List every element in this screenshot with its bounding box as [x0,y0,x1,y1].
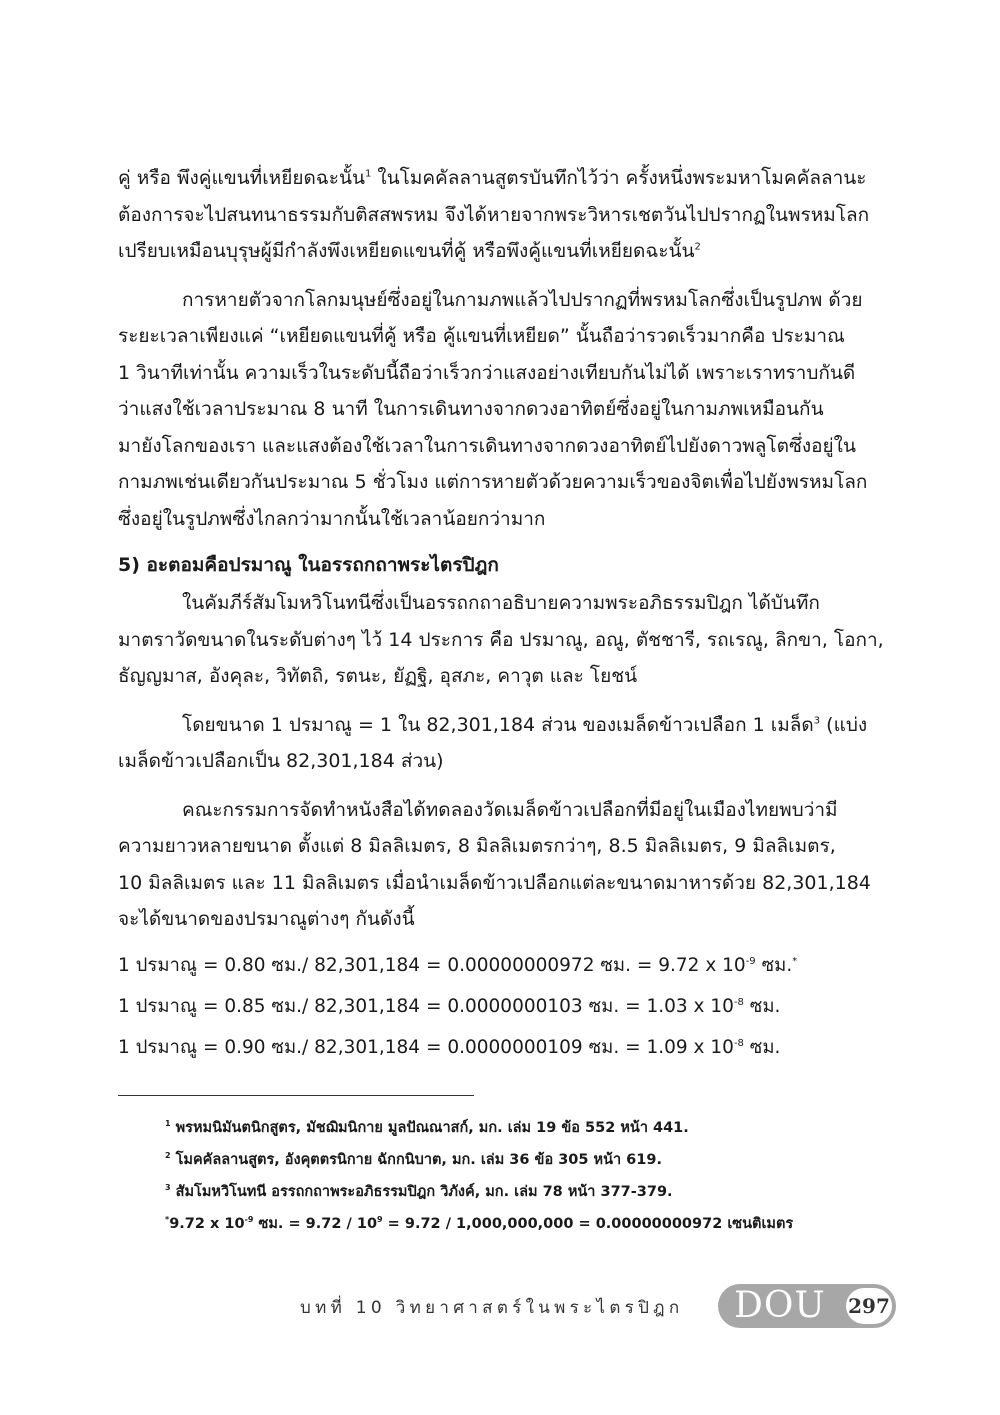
paragraph-line: คู่ หรือ พึงคู่แขนที่เหยียดฉะนั้น$^1$ ในโมคคัลลานสูตรบันทึกไว้ว่า ครั้งหนึ่งพระมหาโมคคัลลานะ [118,167,867,189]
dou-badge [718,1284,896,1328]
paragraph-line: ธัญญมาส, อังคุละ, วิทัตถิ, รตนะ, ยัฏฐิ, อุสภะ, คาวุต และ โยชน์ [118,665,638,687]
paragraph-line: กามภพเช่นเดียวกันประมาณ 5 ชั่วโมง แต่การหายตัวด้วยความเร็วของจิตเพื่อไปยังพรหมโลก [118,471,868,493]
footnote-item: $^3$ สัมโมหวิโนทนี อรรถกถาพระอภิธรรมปิฎก วิภังค์, มก. เล่ม 78 หน้า 377-379. [165,1183,673,1200]
footnote-ref[interactable]: 1 [364,168,372,180]
chapter-title: บทที่ 10 วิทยาศาสตร์ในพระไตรปิฎก [300,1298,684,1318]
paragraph-1 [118,160,896,270]
dou-logo: DOU [734,1285,826,1326]
footnote-item: $^2$ โมคคัลลานสูตร, อังคุตตรนิกาย ฉักกนิบาต, มก. เล่ม 36 ข้อ 305 หน้า 619. [165,1151,662,1168]
paragraph-line: 10 มิลลิเมตร และ 11 มิลลิเมตร เมื่อนำเมล็ดข้าวเปลือกแต่ละขนาดมาหารด้วย 82,301,184 [118,871,871,894]
paragraph-line: มายังโลกของเรา และแสงต้องใช้เวลาในการเดินทางจากดวงอาทิตย์ไปยังดาวพลูโตซึ่งอยู่ใน [118,434,856,457]
paragraph-4 [118,707,896,780]
footnote-ref-star[interactable]: * [792,955,798,967]
paragraph-line: ว่าแสงใช้เวลาประมาณ 8 นาที ในการเดินทางจากดวงอาทิตย์ซึ่งอยู่ในกามภพเหมือนกัน [118,398,824,420]
footnote-divider [118,1095,474,1096]
paragraph-line: ความยาวหลายขนาด ตั้งแต่ 8 มิลลิเมตร, 8 มิลลิเมตรกว่าๆ, 8.5 มิลลิเมตร, 9 มิลลิเมตร, [118,835,836,857]
paragraph-3 [118,585,896,695]
section-heading: 5) อะตอมคือปรมาณู ในอรรถกถาพระไตรปิฎก [118,554,499,576]
footnotes [165,1118,905,1246]
page-footer [300,1282,900,1332]
paragraph-line: จะได้ขนาดของปรมาณูต่างๆ กันดังนี้ [118,908,415,930]
paragraph-line: เมล็ดข้าวเปลือกเป็น 82,301,184 ส่วน) [118,750,444,772]
footnote-ref[interactable]: 3 [813,715,821,727]
paragraph-line: คณะกรรมการจัดทำหนังสือได้ทดลองวัดเมล็ดข้าวเปลือกที่มีอยู่ในเมืองไทยพบว่ามี [182,798,838,821]
paragraph-line: ในคัมภีร์สัมโมหวิโนทนีซึ่งเป็นอรรถกถาอธิบายความพระอภิธรรมปิฎก ได้บันทึก [182,592,820,614]
paragraph-line: ระยะเวลาเพียงแค่ “เหยียดแขนที่คู้ หรือ คู้แขนที่เหยียด” นั้นถือว่ารวดเร็วมากคือ ประมาณ [118,325,845,347]
paragraph-line: ซึ่งอยู่ในรูปภพซึ่งไกลกว่ามากนั้นใช้เวลาน้อยกว่ามาก [118,507,546,530]
paragraph-line: เปรียบเหมือนบุรุษผู้มีกำลังพึงเหยียดแขนที่คู้ หรือพึงคู้แขนที่เหยียดฉะนั้น$^2$ [118,240,701,262]
footnote-item: $^1$ พรหมนิมันตนิกสูตร, มัชฌิมนิกาย มูลปัณณาสก์, มก. เล่ม 19 ข้อ 552 หน้า 441. [165,1119,689,1136]
paragraph-line: 1 วินาทีเท่านั้น ความเร็วในระดับนี้ถือว่าเร็วกว่าแสงอย่างเทียบกันไม่ได้ เพราะเราทราบกันดี [118,361,856,384]
formula-row: 1 ปรมาณู = 0.85 ซม./ 82,301,184 = 0.0000000103 ซม. = 1.03 x $10^{-8}$ ซม. [118,995,781,1017]
footnote-ref[interactable]: 2 [694,241,701,253]
paragraph-2 [118,282,896,538]
formula-row: 1 ปรมาณู = 0.90 ซม./ 82,301,184 = 0.0000000109 ซม. = 1.09 x $10^{-8}$ ซม. [118,1036,781,1058]
paragraph-line: การหายตัวจากโลกมนุษย์ซึ่งอยู่ในกามภพแล้วไปปรากฏที่พรหมโลกซึ่งเป็นรูปภพ ด้วย [182,288,863,311]
paragraph-line: โดยขนาด 1 ปรมาณู = 1 ใน 82,301,184 ส่วน ของเมล็ดข้าวเปลือก 1 เมล็ด$^3$ (แบ่ง [182,713,868,736]
footnote-item-star: *9.72 x $10^{-9}$ ซม. = $9.72 / 10^9 = 9.72 / 1,000,000,000 = 0.00000000972$ เซนติเมตร [165,1215,794,1232]
paragraph-line: ต้องการจะไปสนทนาธรรมกับติสสพรหม จึงได้หายจากพระวิหารเชตวันไปปรากฏในพรหมโลก [118,203,870,226]
paragraph-5 [118,792,896,938]
formula-row: 1 ปรมาณู = 0.80 ซม./ 82,301,184 = 0.00000000972 ซม. = 9.72 x $10^{-9}$ ซม.* [118,954,798,976]
page-body [118,160,896,1061]
page-number: 297 [846,1288,892,1324]
paragraph-line: มาตราวัดขนาดในระดับต่างๆ ไว้ 14 ประการ คือ ปรมาณู, อณู, ตัชชารี, รถเรณู, ลิกขา, โอกา, [118,628,884,651]
formula-list [118,952,896,1061]
